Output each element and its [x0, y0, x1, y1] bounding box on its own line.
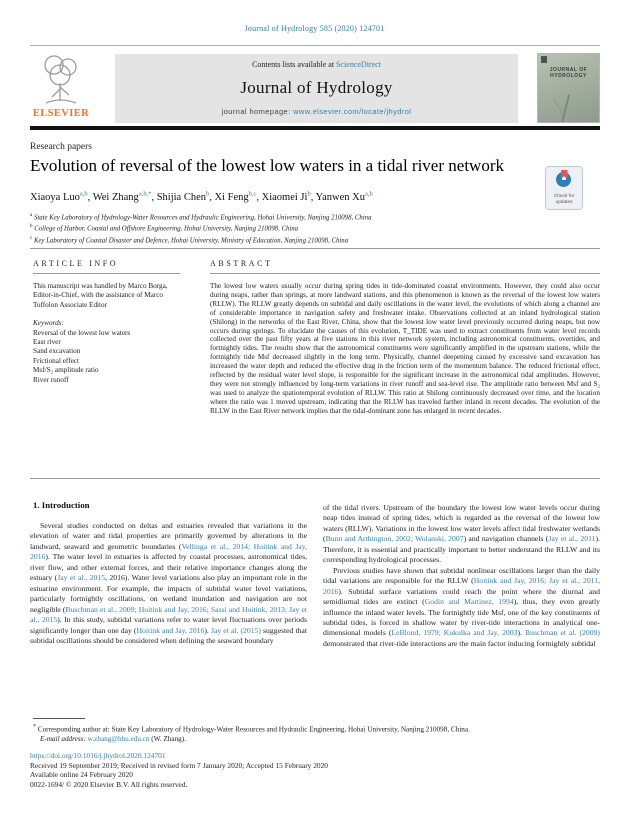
author-name: Yanwen Xu$^{a,b}$: [315, 190, 373, 203]
abstract-bottom-rule: [30, 478, 600, 479]
editor-handled-note: This manuscript was handled by Marco Borga, Editor-in-Chief, with the assistance of Marco Toffolon Associate Editor: [33, 282, 168, 309]
keywords-label: Keywords:: [33, 319, 64, 328]
journal-banner: [115, 54, 518, 123]
section-rule: [30, 248, 600, 249]
article-info-column: [33, 282, 185, 385]
email-link[interactable]: w.zhang@hhu.edu.cn: [87, 734, 150, 743]
copyright-line: 0022-1694/ © 2020 Elsevier B.V. All rights reserved.: [30, 779, 188, 789]
affiliation-item: $^a$ State Key Laboratory of Hydrology-Water Resources and Hydraulic Engineering, Hohai University, Nanjing 210098, China: [30, 213, 372, 222]
intro-paragraph: Several studies conducted on deltas and estuaries revealed that variations in the elevation of water and tidal properties are primarily governed by alterations in the landward, seaward and geometric boundaries (Vellinga et al., 2014; Hoitink and Jay, 2016). The water level in estuaries is affected by coastal processes, astronomical tides, river flow, and other external forces, and their relative importance changes along the estuary (Jay et al., 2015, 2016). Water level variations also play an important role in the estuarine environment. For example, the impacts of subtidal water level variations, particularly fortnightly oscillations, on wetland inundation and navigation are not negligible (Buschman et al., 2009; Hoitink and Jay, 2016; Sassi and Hoitink, 2013; Jay et al., 2015). In this study, subtidal variations refer to water level fluctuations over periods significantly longer than one day (Hoitink and Jay, 2016). Jay et al. (2015) suggested that subtidal oscillations should be considered when defining the seaward boundary: [30, 521, 307, 645]
intro-column-2: [323, 503, 600, 707]
article-info-rule: [33, 273, 180, 274]
cover-branch-decoration-2: [554, 99, 563, 115]
journal-citation: Journal of Hydrology 585 (2020) 124701: [244, 24, 385, 33]
keywords-list: [33, 329, 185, 385]
cover-logo-mark: [541, 56, 547, 63]
author-affiliation-sup: a,b: [79, 190, 88, 197]
footnote-block: [33, 723, 600, 744]
header-top-rule: [30, 45, 600, 46]
cover-title: JOURNAL OF HYDROLOGY: [549, 67, 588, 79]
doi-link[interactable]: https://doi.org/10.1016/j.jhydrol.2020.124701: [30, 751, 166, 760]
keyword-item: Frictional effect: [33, 356, 79, 365]
affiliations-list: [30, 211, 590, 245]
check-for-updates-badge[interactable]: [545, 166, 583, 210]
journal-title: Journal of Hydrology: [240, 78, 393, 97]
affiliation-item: $^b$ College of Harbor, Coastal and Offshore Engineering, Hohai University, Nanjing 210098, China: [30, 224, 299, 233]
affiliation-item: $^c$ Key Laboratory of Coastal Disaster and Defence, Hohai University, Ministry of Education, Nanjing 210098, China: [30, 235, 349, 245]
author-affiliation-sup: b: [307, 190, 311, 197]
keyword-item: Msf/S₂ amplitude ratio: [33, 366, 99, 375]
elsevier-tree-icon: [36, 53, 86, 107]
keyword-item: East river: [33, 338, 61, 347]
contents-line: Contents lists available at ScienceDirect: [252, 60, 381, 69]
check-for-updates-label: Check for updates: [553, 194, 575, 205]
homepage-line: journal homepage: www.elsevier.com/locate/jhydrol: [221, 107, 412, 116]
abstract-rule: [210, 273, 600, 274]
author-affiliation-sup: a,b: [364, 190, 373, 197]
intro-column-1: [30, 521, 307, 707]
crossmark-icon: [556, 170, 573, 187]
author-affiliation-sup: b: [206, 190, 210, 197]
keyword-item: Reversal of the lowest low waters: [33, 328, 131, 337]
author-affiliation-sup: a,b,*: [138, 190, 152, 197]
header-divider-bar: [30, 126, 600, 130]
received-line: Received 19 September 2019; Received in revised form 7 January 2020; Accepted 15 February 2020: [30, 760, 329, 770]
author-name: Xi Feng$^{b,c}$,: [214, 190, 262, 203]
cover-branch-decoration: [560, 94, 570, 123]
footnote-marker: *: [33, 724, 36, 730]
intro-paragraph: Previous studies have shown that subtidal nonlinear oscillations larger than the daily tidal variations are responsible for the RLLW (Hoitink and Jay, 2016; Jay et al., 2011, 2016). Subtidal surface variations could reach the point where the diurnal and semidiurnal tides are extinct (Godin and Martinez, 1994), thus, they even greatly influence the inland water levels. The fortnightly tide Msf, one of the key constituents of subtidal tides, is forced in shallow water by river-tide interactions in analytical one-dimensional models (LeBlond, 1979; Kukulka and Jay, 2003). Buschman et al. (2009) demonstrated that river-tide interactions are the main factor inducing fortnightly subtidal: [323, 565, 600, 648]
footnote-rule: [33, 718, 85, 719]
intro-paragraph: of the tidal rivers. Upstream of the boundary the lowest low water levels occur during neap tides instead of spring tides, which is regarded as the reversal of the lowest low waters (RLLW). Variations in the lowest low water levels affect tidal freshwater wetlands (Bunn and Arthington, 2002; Wolanski, 2007) and navigation channels (Jay et al., 2011). Therefore, it is essential and practically important to better understand the RLLW and its corresponding hydrological processes.: [323, 503, 600, 565]
author-name: Shijia Chen$^b$,: [156, 190, 215, 203]
author-affiliation-sup: b,c: [248, 190, 257, 197]
journal-cover-thumbnail: [537, 53, 600, 123]
article-title: Evolution of reversal of the lowest low waters in a tidal river network: [30, 156, 504, 175]
author-name: Xiaomei Ji$^b$,: [261, 190, 316, 203]
sciencedirect-link[interactable]: ScienceDirect: [336, 60, 381, 69]
section-label: Research papers: [30, 142, 92, 152]
abstract-text: The lowest low waters usually occur during spring tides in tide-dominated coastal environments. However, they could also occur during neaps, rather than springs, at more landward stations, and this phenomenon is known as the reversal of the lowest low waters (RLLW). The RLLW greatly depends on subtidal and daily oscillations in the water level, the evolutions of which along a channel are of considerable importance in navigation safety and freshwater intake. Observations collected at an inland hydrological station (Shilong) in the networks of the East River, China, show that the lowest low water level previously occurred during neaps, but now occurs during springs. To elucidate the causes of this evolution, T_TIDE was used to extract constituents from water level records collected over the past fifty years at five stations in this river network system, including astronomical constituents, overtides, and fortnightly tides. The results show that the astronomical constituents were significantly amplified in the upstream stations, while the fortnightly tide Msf decreased slightly in the long term. Physically, channel deepening caused by excessive sand excavation has increased the water depth and reduced the effective drag in the friction term of the momentum balance. The reduced frictional effect, reflected by the residual water level slope, is responsible for the significant increase in the astronomical tidal amplitudes. However, they were not strongly influenced by long-term variations in river runoff and sea-level rise. The amplitude ratio between Msf and S₂ was used to analyze the spatiotemporal evolution of RLLW. This ratio at Shilong continuously decreased over time, and the location where the ratio was 1 moved upstream, indicating that the RLLW has traveled farther inland in recent decades. The evolution of the RLLW in the East River network implies that the tidal-dominant zone has enlarged in recent decades.: [210, 282, 600, 415]
elsevier-wordmark: ELSEVIER: [32, 108, 90, 119]
abstract-heading: ABSTRACT: [210, 259, 273, 268]
keyword-item: River runoff: [33, 375, 69, 384]
elsevier-logo: [30, 53, 92, 123]
article-info-heading: ARTICLE INFO: [33, 259, 119, 268]
introduction-heading: 1. Introduction: [33, 500, 90, 510]
available-online-line: Available online 24 February 2020: [30, 770, 133, 779]
author-name: Xiaoya Luo$^{a,b}$,: [30, 190, 93, 203]
footer-block: [30, 751, 600, 789]
authors-line: [30, 190, 530, 203]
keyword-item: Sand excavation: [33, 347, 81, 356]
email-line: E-mail address: w.zhang@hhu.edu.cn (W. Zhang).: [40, 734, 186, 743]
author-name: Wei Zhang$^{a,b,*}$,: [92, 190, 157, 203]
corresponding-author-note: * Corresponding author at: State Key Laboratory of Hydrology-Water Resources and Hydraulic Engineering, Hohai University, Nanjing 210098, China.: [33, 724, 470, 734]
journal-homepage-link[interactable]: www.elsevier.com/locate/jhydrol: [293, 107, 412, 116]
